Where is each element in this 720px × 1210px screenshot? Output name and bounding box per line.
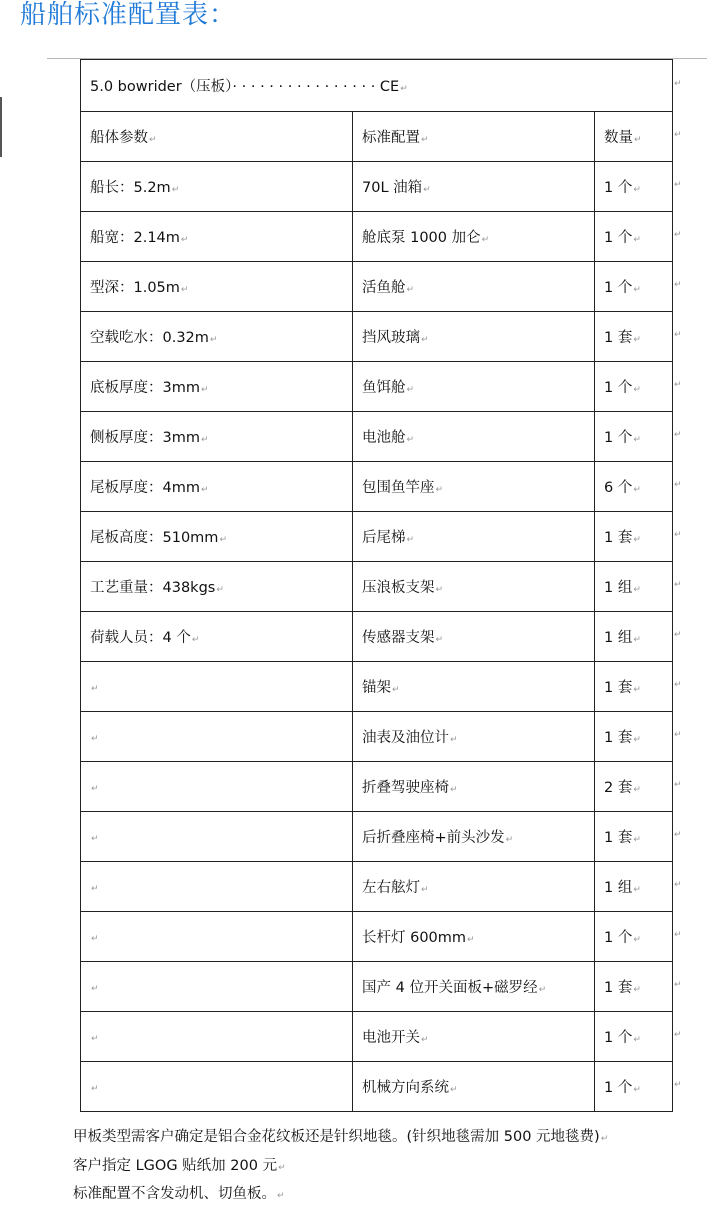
paragraph-mark: ↵ (538, 985, 547, 995)
config-cell (353, 862, 595, 912)
config-cell (353, 512, 595, 562)
qty-cell-text: 1 套 (604, 730, 633, 746)
row-end-mark: ↵ (674, 330, 682, 340)
config-cell (353, 712, 595, 762)
row-end-mark: ↵ (674, 880, 682, 890)
paragraph-mark: ↵ (450, 735, 458, 745)
row-end-mark: ↵ (674, 480, 682, 490)
config-cell-text: 活鱼舱 (362, 280, 406, 296)
paragraph-mark: ↵ (149, 135, 157, 145)
config-cell (353, 262, 595, 312)
qty-cell-text: 1 个 (604, 1080, 633, 1096)
qty-cell-text: 1 个 (604, 930, 633, 946)
param-cell (81, 1062, 353, 1112)
paragraph-mark: ↵ (91, 783, 99, 794)
row-end-mark: ↵ (674, 230, 682, 240)
margin-marker (0, 97, 2, 157)
paragraph-mark: ↵ (633, 285, 641, 295)
qty-cell-text: 1 套 (604, 330, 633, 346)
paragraph-mark: ↵ (200, 435, 209, 445)
row-end-mark: ↵ (674, 830, 682, 840)
qty-cell-text: 1 组 (604, 880, 633, 896)
param-cell (81, 662, 353, 712)
paragraph-mark: ↵ (633, 435, 641, 445)
table-row (81, 262, 673, 312)
qty-cell (595, 912, 673, 962)
qty-cell-text: 1 套 (604, 980, 633, 996)
config-cell (353, 162, 595, 212)
table-row (81, 1012, 673, 1062)
paragraph-mark: ↵ (633, 885, 641, 895)
param-cell-text: 空载吃水：0.32m (90, 330, 209, 346)
param-cell-text: 尾板高度：510mm (90, 530, 219, 546)
config-cell (353, 762, 595, 812)
qty-cell (595, 312, 673, 362)
qty-cell (595, 1012, 673, 1062)
param-cell (81, 612, 353, 662)
qty-cell (595, 562, 673, 612)
paragraph-mark: ↵ (435, 585, 444, 595)
param-cell (81, 762, 353, 812)
qty-cell (595, 762, 673, 812)
config-cell (353, 1012, 595, 1062)
paragraph-mark: ↵ (633, 985, 641, 995)
qty-cell-text: 1 个 (604, 230, 633, 246)
paragraph-mark: ↵ (392, 685, 400, 695)
config-cell (353, 812, 595, 862)
config-cell (353, 212, 595, 262)
config-cell (353, 912, 595, 962)
model-header-text: 5.0 bowrider（压板）· · · · · · · · · · · · · · · · CE (90, 79, 400, 95)
param-cell-text: 型深：1.05m (90, 280, 180, 296)
paragraph-mark: ↵ (467, 935, 475, 945)
qty-cell-text: 1 套 (604, 530, 633, 546)
param-cell (81, 412, 353, 462)
row-end-mark: ↵ (674, 430, 682, 440)
paragraph-mark: ↵ (278, 1162, 286, 1173)
config-cell-text: 鱼饵舱 (362, 380, 406, 396)
paragraph-mark: ↵ (91, 683, 99, 694)
paragraph-mark: ↵ (406, 435, 415, 445)
param-cell-text: 尾板厚度：4mm (90, 480, 200, 496)
table-row (81, 462, 673, 512)
row-end-mark: ↵ (674, 930, 682, 940)
qty-cell (595, 612, 673, 662)
paragraph-mark: ↵ (91, 883, 99, 894)
paragraph-mark: ↵ (406, 285, 415, 295)
table-row (81, 512, 673, 562)
paragraph-mark: ↵ (91, 1083, 99, 1094)
config-cell (353, 662, 595, 712)
paragraph-mark: ↵ (633, 385, 641, 395)
table-row (81, 962, 673, 1012)
notes-section (73, 1124, 608, 1210)
config-cell-text: 后折叠座椅+前头沙发 (362, 830, 505, 846)
config-cell-text: 70L 油箱 (362, 180, 423, 196)
paragraph-mark: ↵ (91, 733, 99, 744)
paragraph-mark: ↵ (91, 1033, 99, 1044)
qty-cell-text: 1 个 (604, 380, 633, 396)
paragraph-mark: ↵ (633, 535, 641, 545)
config-cell (353, 312, 595, 362)
paragraph-mark: ↵ (633, 335, 641, 345)
row-end-mark: ↵ (674, 130, 682, 140)
table-row (81, 662, 673, 712)
param-cell-text: 荷载人员：4 个 (90, 630, 191, 646)
paragraph-mark: ↵ (180, 285, 189, 295)
paragraph-mark: ↵ (450, 1085, 458, 1095)
paragraph-mark: ↵ (191, 635, 200, 645)
paragraph-mark: ↵ (435, 635, 444, 645)
table-row (81, 812, 673, 862)
table-row (81, 862, 673, 912)
qty-cell-text: 6 个 (604, 480, 633, 496)
config-cell-text: 油表及油位计 (362, 730, 449, 746)
paragraph-mark: ↵ (406, 385, 415, 395)
param-cell (81, 962, 353, 1012)
config-cell-text: 锚架 (362, 680, 391, 696)
table-row (81, 412, 673, 462)
paragraph-mark: ↵ (406, 535, 415, 545)
config-cell (353, 1062, 595, 1112)
qty-cell (595, 512, 673, 562)
config-cell (353, 362, 595, 412)
row-end-mark: ↵ (674, 780, 682, 790)
paragraph-mark: ↵ (600, 1134, 609, 1144)
paragraph-mark: ↵ (633, 1085, 641, 1095)
paragraph-mark: ↵ (633, 835, 641, 845)
qty-cell-text: 1 个 (604, 1030, 633, 1046)
param-cell (81, 162, 353, 212)
paragraph-mark: ↵ (633, 485, 641, 495)
qty-cell-text: 1 个 (604, 430, 633, 446)
paragraph-mark: ↵ (633, 635, 641, 645)
qty-cell (595, 362, 673, 412)
paragraph-mark: ↵ (200, 485, 209, 495)
row-end-mark: ↵ (674, 630, 682, 640)
paragraph-mark: ↵ (633, 235, 641, 245)
row-end-mark: ↵ (674, 680, 682, 690)
paragraph-mark: ↵ (633, 935, 641, 945)
page-title: 船舶标准配置表： (20, 0, 237, 30)
qty-cell (595, 812, 673, 862)
table-row (81, 762, 673, 812)
table-row (81, 212, 673, 262)
paragraph-mark: ↵ (400, 84, 408, 94)
param-cell (81, 712, 353, 762)
param-cell (81, 462, 353, 512)
config-cell (353, 562, 595, 612)
config-cell-text: 国产 4 位开关面板+磁罗经 (362, 980, 538, 996)
config-cell (353, 412, 595, 462)
row-end-mark: ↵ (674, 280, 682, 290)
config-cell (353, 612, 595, 662)
config-cell (353, 962, 595, 1012)
config-cell-text: 舱底泵 1000 加仑 (362, 230, 481, 246)
paragraph-mark: ↵ (633, 1035, 641, 1045)
qty-cell (595, 462, 673, 512)
row-end-mark: ↵ (674, 1030, 682, 1040)
paragraph-mark: ↵ (421, 135, 429, 145)
paragraph-mark: ↵ (91, 983, 99, 994)
row-end-mark: ↵ (674, 180, 682, 190)
table-row (81, 912, 673, 962)
config-cell-text: 压浪板支架 (362, 580, 435, 596)
paragraph-mark: ↵ (633, 785, 641, 795)
row-end-mark: ↵ (674, 530, 682, 540)
boat-spec-table (80, 59, 673, 1112)
param-cell (81, 512, 353, 562)
column-header-qty-text: 数量 (604, 130, 633, 146)
paragraph-mark: ↵ (421, 335, 429, 345)
paragraph-mark: ↵ (423, 185, 431, 195)
table-row (81, 562, 673, 612)
paragraph-mark: ↵ (421, 885, 429, 895)
param-cell (81, 862, 353, 912)
paragraph-mark: ↵ (481, 235, 490, 245)
param-cell (81, 312, 353, 362)
qty-cell (595, 962, 673, 1012)
note-line (73, 1124, 608, 1153)
qty-cell-text: 1 个 (604, 280, 633, 296)
config-cell-text: 折叠驾驶座椅 (362, 780, 449, 796)
row-end-mark: ↵ (674, 1080, 682, 1090)
column-header-param-text: 船体参数 (90, 130, 148, 146)
qty-cell-text: 1 个 (604, 180, 633, 196)
config-cell-text: 左右舷灯 (362, 880, 420, 896)
param-cell (81, 562, 353, 612)
paragraph-mark: ↵ (219, 535, 227, 545)
paragraph-mark: ↵ (421, 1035, 429, 1045)
config-cell-text: 电池开关 (362, 1030, 420, 1046)
table-row (81, 162, 673, 212)
table-row (81, 312, 673, 362)
qty-cell (595, 412, 673, 462)
qty-cell (595, 262, 673, 312)
row-end-mark: ↵ (674, 380, 682, 390)
param-cell-text: 船宽：2.14m (90, 230, 180, 246)
qty-cell-text: 2 套 (604, 780, 633, 796)
table-row (81, 1062, 673, 1112)
paragraph-mark: ↵ (180, 235, 189, 245)
column-header-qty (595, 112, 673, 162)
param-cell (81, 212, 353, 262)
qty-cell-text: 1 组 (604, 630, 633, 646)
note-text: 甲板类型需客户确定是铝合金花纹板还是针织地毯。(针织地毯需加 500 元地毯费) (73, 1129, 600, 1145)
paragraph-mark: ↵ (633, 185, 641, 195)
param-cell (81, 912, 353, 962)
param-cell (81, 812, 353, 862)
note-text: 标准配置不含发动机、切鱼板。 (73, 1186, 276, 1202)
param-cell (81, 362, 353, 412)
param-cell-text: 船长：5.2m (90, 180, 171, 196)
qty-cell (595, 212, 673, 262)
config-cell-text: 包围鱼竿座 (362, 480, 435, 496)
param-cell (81, 1012, 353, 1062)
qty-cell-text: 1 套 (604, 680, 633, 696)
column-header-param (81, 112, 353, 162)
paragraph-mark: ↵ (450, 785, 458, 795)
note-text: 客户指定 LGOG 贴纸加 200 元 (73, 1157, 278, 1174)
paragraph-mark: ↵ (216, 585, 224, 595)
column-header-config (353, 112, 595, 162)
param-cell (81, 262, 353, 312)
table-row (81, 712, 673, 762)
row-end-mark: ↵ (674, 730, 682, 740)
row-end-mark: ↵ (674, 580, 682, 590)
table-row (81, 612, 673, 662)
qty-cell (595, 162, 673, 212)
qty-cell-text: 1 组 (604, 580, 633, 596)
paragraph-mark: ↵ (633, 585, 641, 595)
qty-cell (595, 662, 673, 712)
qty-cell (595, 712, 673, 762)
config-cell-text: 电池舱 (362, 430, 406, 446)
param-cell-text: 底板厚度：3mm (90, 380, 200, 396)
config-cell-text: 长杆灯 600mm (362, 930, 467, 946)
param-cell-text: 工艺重量：438kgs (90, 580, 216, 596)
param-cell-text: 侧板厚度：3mm (90, 430, 200, 446)
paragraph-mark: ↵ (171, 185, 180, 195)
note-line (73, 1153, 608, 1182)
column-header-row (81, 112, 673, 162)
table-title-row (81, 60, 673, 112)
config-cell (353, 462, 595, 512)
table-row (81, 362, 673, 412)
column-header-config-text: 标准配置 (362, 130, 420, 146)
paragraph-mark: ↵ (505, 835, 514, 845)
paragraph-mark: ↵ (634, 135, 642, 145)
paragraph-mark: ↵ (277, 1191, 285, 1201)
paragraph-mark: ↵ (435, 485, 444, 495)
qty-cell (595, 862, 673, 912)
model-header-cell (81, 60, 673, 112)
paragraph-mark: ↵ (633, 735, 641, 745)
paragraph-mark: ↵ (91, 833, 99, 844)
row-end-mark: ↵ (674, 79, 682, 89)
config-cell-text: 机械方向系统 (362, 1080, 449, 1096)
row-end-mark: ↵ (674, 980, 682, 990)
paragraph-mark: ↵ (91, 933, 99, 944)
config-cell-text: 后尾梯 (362, 530, 406, 546)
paragraph-mark: ↵ (200, 385, 209, 395)
config-cell-text: 传感器支架 (362, 630, 435, 646)
config-cell-text: 挡风玻璃 (362, 330, 420, 346)
paragraph-mark: ↵ (209, 335, 218, 345)
qty-cell (595, 1062, 673, 1112)
paragraph-mark: ↵ (633, 685, 641, 695)
note-line (73, 1181, 608, 1210)
qty-cell-text: 1 套 (604, 830, 633, 846)
